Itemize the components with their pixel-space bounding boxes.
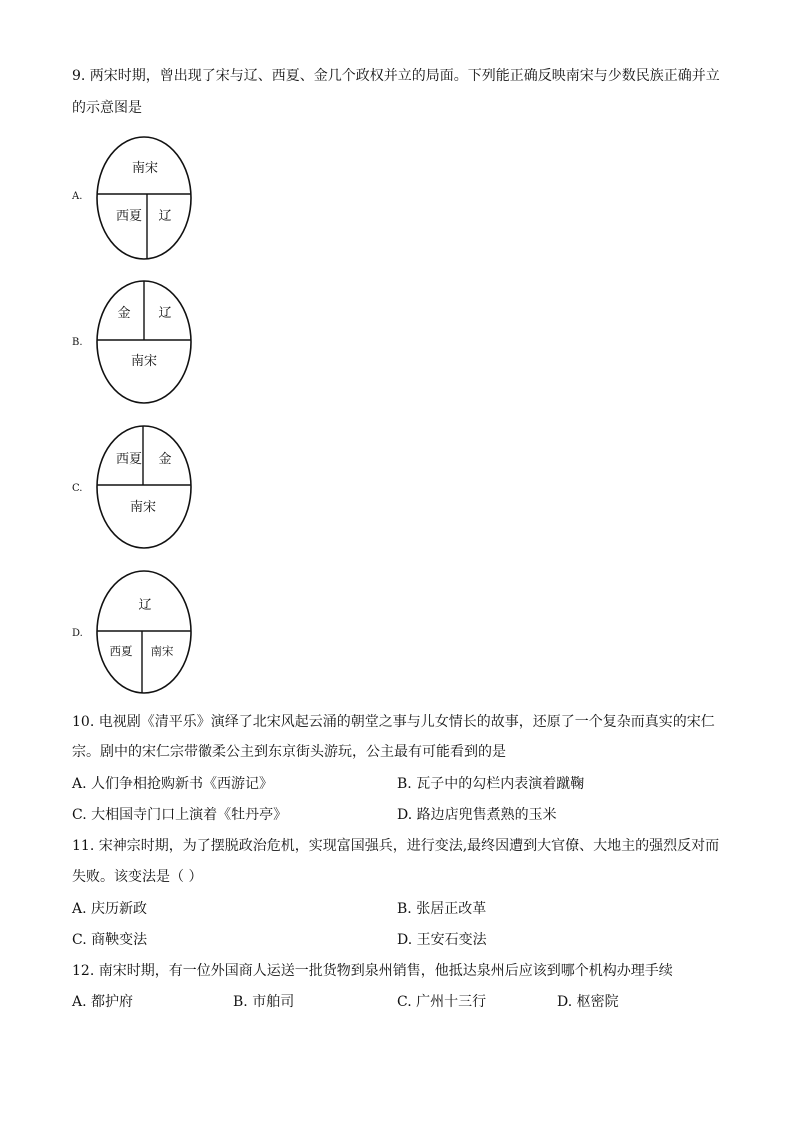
- q9-d-bottom-right-label: 南宋: [150, 644, 174, 658]
- q11-stem-line2: 失败。该变法是（ ）: [72, 869, 203, 885]
- q9-b-top-left-label: 金: [117, 306, 131, 321]
- q9-c-top-right-label: 金: [158, 452, 172, 467]
- q11-option-d: D. 王安石变法: [397, 932, 487, 948]
- q9-a-bottom-left-label: 西夏: [115, 209, 143, 224]
- q9-a-top-label: 南宋: [131, 161, 159, 176]
- q9-option-b-letter: B.: [72, 337, 83, 348]
- q10-stem-line2: 宗。剧中的宋仁宗带徽柔公主到东京街头游玩，公主最有可能看到的是: [72, 744, 506, 760]
- q9-option-c-letter: C.: [72, 483, 83, 494]
- q9-option-a-letter: A.: [72, 191, 83, 202]
- q10-stem-line1: 10. 电视剧《清平乐》演绎了北宋风起云涌的朝堂之事与儿女情长的故事，还原了一个复杂而真实的宋仁: [72, 714, 715, 730]
- q9-stem-line1: 9. 两宋时期，曾出现了宋与辽、西夏、金几个政权并立的局面。下列能正确反映南宋与少数民族正确并立: [72, 68, 720, 84]
- q10-option-b: B. 瓦子中的勾栏内表演着蹴鞠: [397, 776, 585, 792]
- q9-option-a-diagram: [95, 134, 195, 262]
- q12-option-d: D. 枢密院: [557, 994, 619, 1010]
- q9-option-d-diagram: [95, 568, 195, 696]
- q9-option-d-letter: D.: [72, 628, 83, 639]
- q9-c-top-left-label: 西夏: [115, 452, 143, 467]
- q9-c-bottom-label: 南宋: [129, 500, 157, 515]
- q11-option-b: B. 张居正改革: [397, 901, 487, 917]
- q11-option-c: C. 商鞅变法: [72, 932, 148, 948]
- q9-option-c-diagram: [95, 423, 195, 551]
- q12-option-b: B. 市舶司: [233, 994, 295, 1010]
- q10-option-c: C. 大相国寺门口上演着《牡丹亭》: [72, 807, 288, 823]
- q9-a-bottom-right-label: 辽: [158, 209, 172, 224]
- q10-option-a: A. 人们争相抢购新书《西游记》: [72, 776, 274, 792]
- q9-b-bottom-label: 南宋: [130, 354, 158, 369]
- q12-stem-line1: 12. 南宋时期，有一位外国商人运送一批货物到泉州销售，他抵达泉州后应该到哪个机构办理手续: [72, 963, 673, 979]
- q9-d-top-label: 辽: [138, 598, 152, 613]
- q10-option-d: D. 路边店兜售煮熟的玉米: [397, 807, 557, 823]
- q11-option-a: A. 庆历新政: [72, 901, 148, 917]
- q12-option-c: C. 广州十三行: [397, 994, 487, 1010]
- q9-d-bottom-left-label: 西夏: [109, 644, 133, 658]
- q12-option-a: A. 都护府: [72, 994, 134, 1010]
- q11-stem-line1: 11. 宋神宗时期，为了摆脱政治危机，实现富国强兵，进行变法,最终因遭到大官僚、大地主的强烈反对而: [72, 838, 720, 854]
- q9-stem-line2: 的示意图是: [72, 100, 142, 116]
- q9-b-top-right-label: 辽: [158, 306, 172, 321]
- q9-option-b-diagram: [95, 278, 195, 406]
